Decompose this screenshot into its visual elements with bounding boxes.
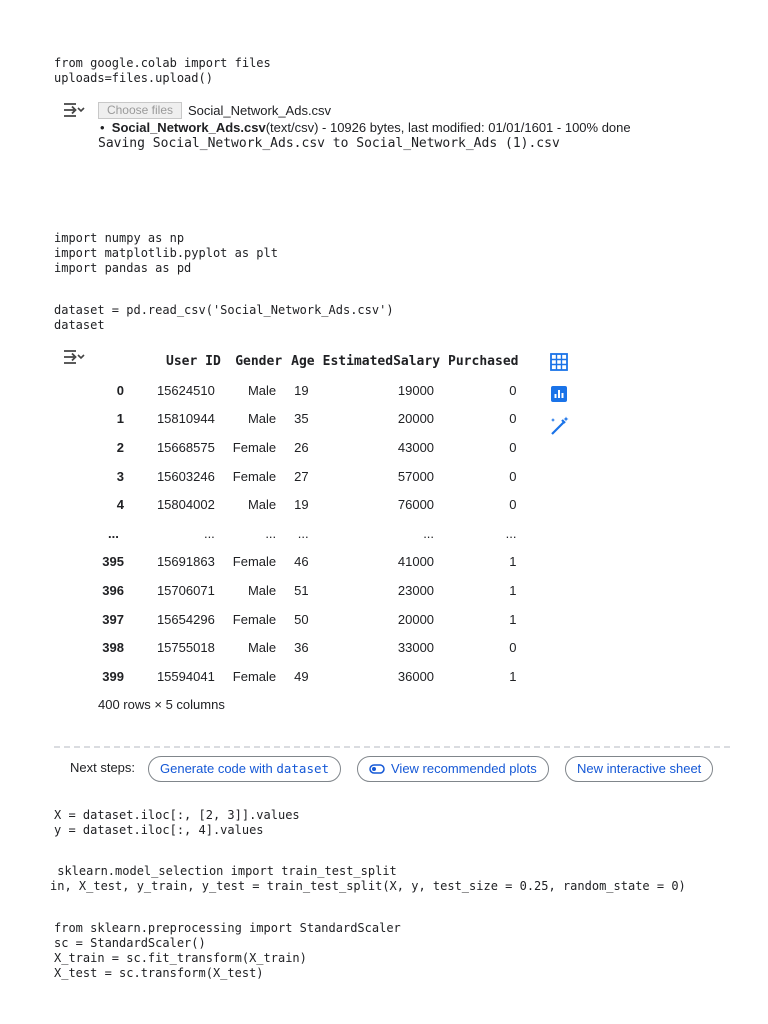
selected-file-name: Social_Network_Ads.csv <box>188 103 332 118</box>
column-header: Age <box>291 353 315 369</box>
cell-age: 36 <box>294 640 309 656</box>
dataframe-table <box>98 346 522 691</box>
cell-age: ... <box>297 525 309 541</box>
cell-salary: ... <box>423 525 435 541</box>
cell-user-id: 15603246 <box>156 468 215 484</box>
cell-gender: Female <box>232 439 277 455</box>
generate-code-button[interactable] <box>148 756 341 782</box>
magic-wand-icon[interactable] <box>548 415 570 437</box>
cell-salary: 76000 <box>397 497 435 513</box>
cell-age: 26 <box>294 439 309 455</box>
bullet: • <box>100 120 112 135</box>
table-row <box>98 662 522 691</box>
cell-user-id: 15706071 <box>156 582 215 598</box>
table-row <box>98 605 522 634</box>
generate-code-label: Generate code with <box>160 761 277 776</box>
table-row <box>98 405 522 434</box>
dataframe-dimensions: 400 rows × 5 columns <box>98 697 225 712</box>
cell-salary: 43000 <box>397 439 435 455</box>
code-cell-upload[interactable]: from google.colab import files uploads=files.upload() <box>54 56 271 85</box>
row-index: 0 <box>116 382 124 398</box>
chart-icon[interactable] <box>548 383 570 405</box>
upload-status-item <box>100 120 631 136</box>
cell-user-id: 15594041 <box>156 668 215 684</box>
row-index: ... <box>108 525 119 541</box>
cell-user-id: 15810944 <box>156 411 215 427</box>
cell-salary: 20000 <box>397 411 435 427</box>
row-index: 399 <box>102 668 124 684</box>
cell-purchased: 0 <box>509 497 517 513</box>
section-divider <box>54 746 730 748</box>
row-index: 3 <box>116 468 124 484</box>
row-index: 1 <box>116 411 124 427</box>
cell-user-id: 15668575 <box>156 439 215 455</box>
index-header <box>98 346 130 376</box>
generate-code-variable: dataset <box>276 761 330 776</box>
cell-age: 35 <box>294 411 309 427</box>
table-icon[interactable] <box>548 351 570 373</box>
column-header: EstimatedSalary <box>322 353 441 369</box>
cell-salary: 20000 <box>397 611 435 627</box>
code-cell-read-csv[interactable]: dataset = pd.read_csv('Social_Network_Ads.csv') dataset <box>54 303 394 332</box>
cell-salary: 36000 <box>397 668 435 684</box>
cell-salary: 57000 <box>397 468 435 484</box>
cell-salary: 33000 <box>397 640 435 656</box>
output-toggle-icon[interactable] <box>62 101 86 119</box>
cell-user-id: 15624510 <box>156 382 215 398</box>
cell-age: 27 <box>294 468 309 484</box>
view-recommended-plots-button[interactable] <box>357 756 549 782</box>
uploaded-file-name: Social_Network_Ads.csv <box>111 120 266 135</box>
column-header: Purchased <box>448 353 519 369</box>
new-interactive-sheet-label: New interactive sheet <box>577 761 702 776</box>
view-recommended-plots-label: View recommended plots <box>391 761 537 776</box>
choose-files-button[interactable]: Choose files <box>98 102 182 119</box>
cell-gender: Male <box>247 582 277 598</box>
row-index: 398 <box>102 640 124 656</box>
cell-salary: 19000 <box>397 382 435 398</box>
cell-user-id: 15804002 <box>156 497 215 513</box>
cell-age: 51 <box>294 582 309 598</box>
cell-user-id: 15654296 <box>156 611 215 627</box>
row-index: 395 <box>102 554 124 570</box>
cell-gender: Female <box>232 554 277 570</box>
cell-gender: Female <box>232 468 277 484</box>
table-row <box>98 490 522 519</box>
code-cell-imports[interactable]: import numpy as np import matplotlib.pyplot as plt import pandas as pd <box>54 231 278 275</box>
new-interactive-sheet-button[interactable] <box>565 756 713 782</box>
cell-age: 19 <box>294 497 309 513</box>
output-toggle-icon[interactable] <box>62 348 86 366</box>
cell-user-id: 15691863 <box>156 554 215 570</box>
table-row <box>98 548 522 577</box>
cell-purchased: 1 <box>509 582 517 598</box>
cell-salary: 41000 <box>397 554 435 570</box>
row-index: 397 <box>102 611 124 627</box>
next-steps-label: Next steps: <box>70 760 136 775</box>
cell-purchased: 0 <box>509 439 517 455</box>
table-row <box>98 433 522 462</box>
table-row <box>98 376 522 405</box>
row-index: 2 <box>116 439 124 455</box>
table-row <box>98 462 522 491</box>
cell-gender: Female <box>232 611 277 627</box>
column-header: User ID <box>166 353 221 369</box>
cell-user-id: ... <box>203 525 215 541</box>
cell-purchased: 0 <box>509 382 517 398</box>
table-row <box>98 576 522 605</box>
cell-purchased: 0 <box>509 468 517 484</box>
toggle-icon <box>369 764 385 774</box>
row-index: 4 <box>116 497 124 513</box>
cell-age: 46 <box>294 554 309 570</box>
cell-gender: Male <box>247 640 277 656</box>
cell-gender: Male <box>247 382 277 398</box>
table-row <box>98 633 522 662</box>
cell-gender: Male <box>247 497 277 513</box>
cell-purchased: 0 <box>509 411 517 427</box>
cell-gender: ... <box>265 525 277 541</box>
cell-age: 50 <box>294 611 309 627</box>
cell-gender: Male <box>247 411 277 427</box>
table-row-ellipsis <box>98 519 522 548</box>
cell-purchased: 1 <box>509 554 517 570</box>
cell-age: 19 <box>294 382 309 398</box>
code-cell-features[interactable]: X = dataset.iloc[:, [2, 3]].values y = dataset.iloc[:, 4].values <box>54 808 300 837</box>
code-cell-train-test-split[interactable]: sklearn.model_selection import train_test_split in, X_test, y_train, y_test = train_test_split(X, y, test_size = 0.25, random_state = 0) <box>50 864 686 893</box>
cell-user-id: 15755018 <box>156 640 215 656</box>
cell-purchased: 1 <box>509 668 517 684</box>
cell-salary: 23000 <box>397 582 435 598</box>
cell-purchased: 0 <box>509 640 517 656</box>
cell-age: 49 <box>294 668 309 684</box>
table-header-row <box>98 346 522 376</box>
code-cell-scaler[interactable]: from sklearn.preprocessing import StandardScaler sc = StandardScaler() X_train = sc.fit_transform(X_train) X_test = sc.transform(X_test) <box>54 921 401 980</box>
row-index: 396 <box>102 582 124 598</box>
cell-gender: Female <box>232 668 277 684</box>
cell-purchased: 1 <box>509 611 517 627</box>
saving-message: Saving Social_Network_Ads.csv to Social_Network_Ads (1).csv <box>98 136 560 151</box>
uploaded-file-info: (text/csv) - 10926 bytes, last modified: 01/01/1601 - 100% done <box>265 120 631 135</box>
cell-purchased: ... <box>505 525 517 541</box>
column-header: Gender <box>235 353 283 369</box>
